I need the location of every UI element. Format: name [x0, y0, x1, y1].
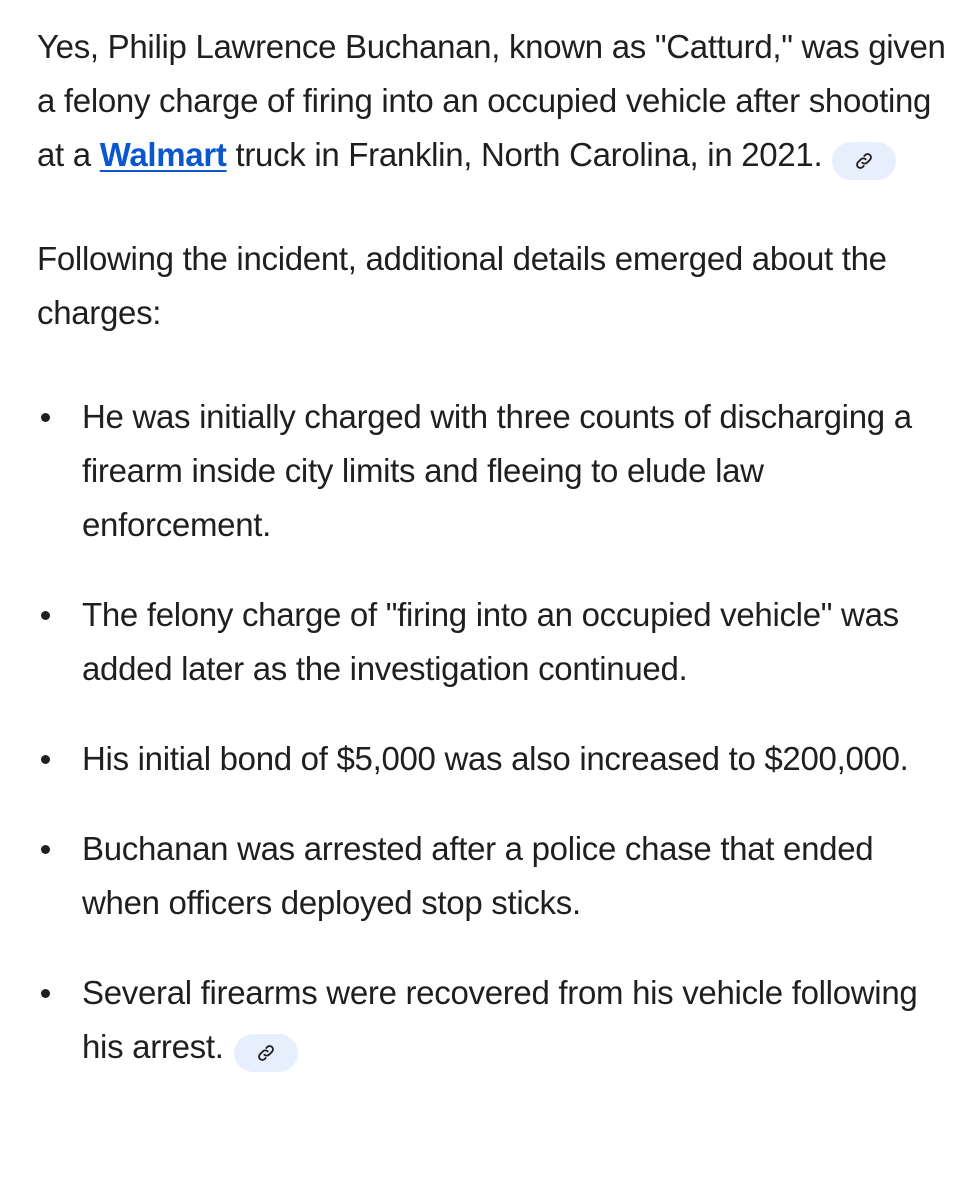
- bullet-dot: [41, 845, 50, 854]
- list-item: [37, 822, 942, 930]
- followup-paragraph: Following the incident, additional details emerged about the charges:: [37, 240, 887, 331]
- list-item: [37, 588, 942, 696]
- source-link-chip[interactable]: [234, 1034, 298, 1072]
- list-item-text: Several firearms were recovered from his vehicle following his arrest.: [82, 974, 918, 1065]
- list-item-text: He was initially charged with three counts of discharging a firearm inside city limits and fleeing to elude law enforcement.: [82, 398, 912, 543]
- link-icon: [854, 151, 874, 171]
- bullet-dot: [41, 413, 50, 422]
- bullet-dot: [41, 611, 50, 620]
- intro-text-before-link: Yes, Philip Lawrence Buchanan, known as "Catturd," was given a felony charge of firing into an occupied vehicle after shooting at a: [37, 28, 946, 173]
- source-link-chip[interactable]: [832, 142, 896, 180]
- list-item: [37, 966, 942, 1074]
- answer-intro-paragraph: [37, 20, 952, 182]
- list-item-text: The felony charge of "firing into an occupied vehicle" was added later as the investigation continued.: [82, 596, 899, 687]
- walmart-link[interactable]: Walmart: [99, 136, 227, 173]
- list-item-text: His initial bond of $5,000 was also increased to $200,000.: [82, 740, 909, 777]
- link-icon: [256, 1043, 276, 1063]
- bullet-dot: [41, 755, 50, 764]
- bullet-dot: [41, 989, 50, 998]
- list-item-text: Buchanan was arrested after a police chase that ended when officers deployed stop sticks.: [82, 830, 874, 921]
- list-item: [37, 732, 942, 786]
- intro-text-after-link: truck in Franklin, North Carolina, in 2021.: [226, 136, 823, 173]
- details-list: [37, 390, 947, 1074]
- list-item: [37, 390, 942, 552]
